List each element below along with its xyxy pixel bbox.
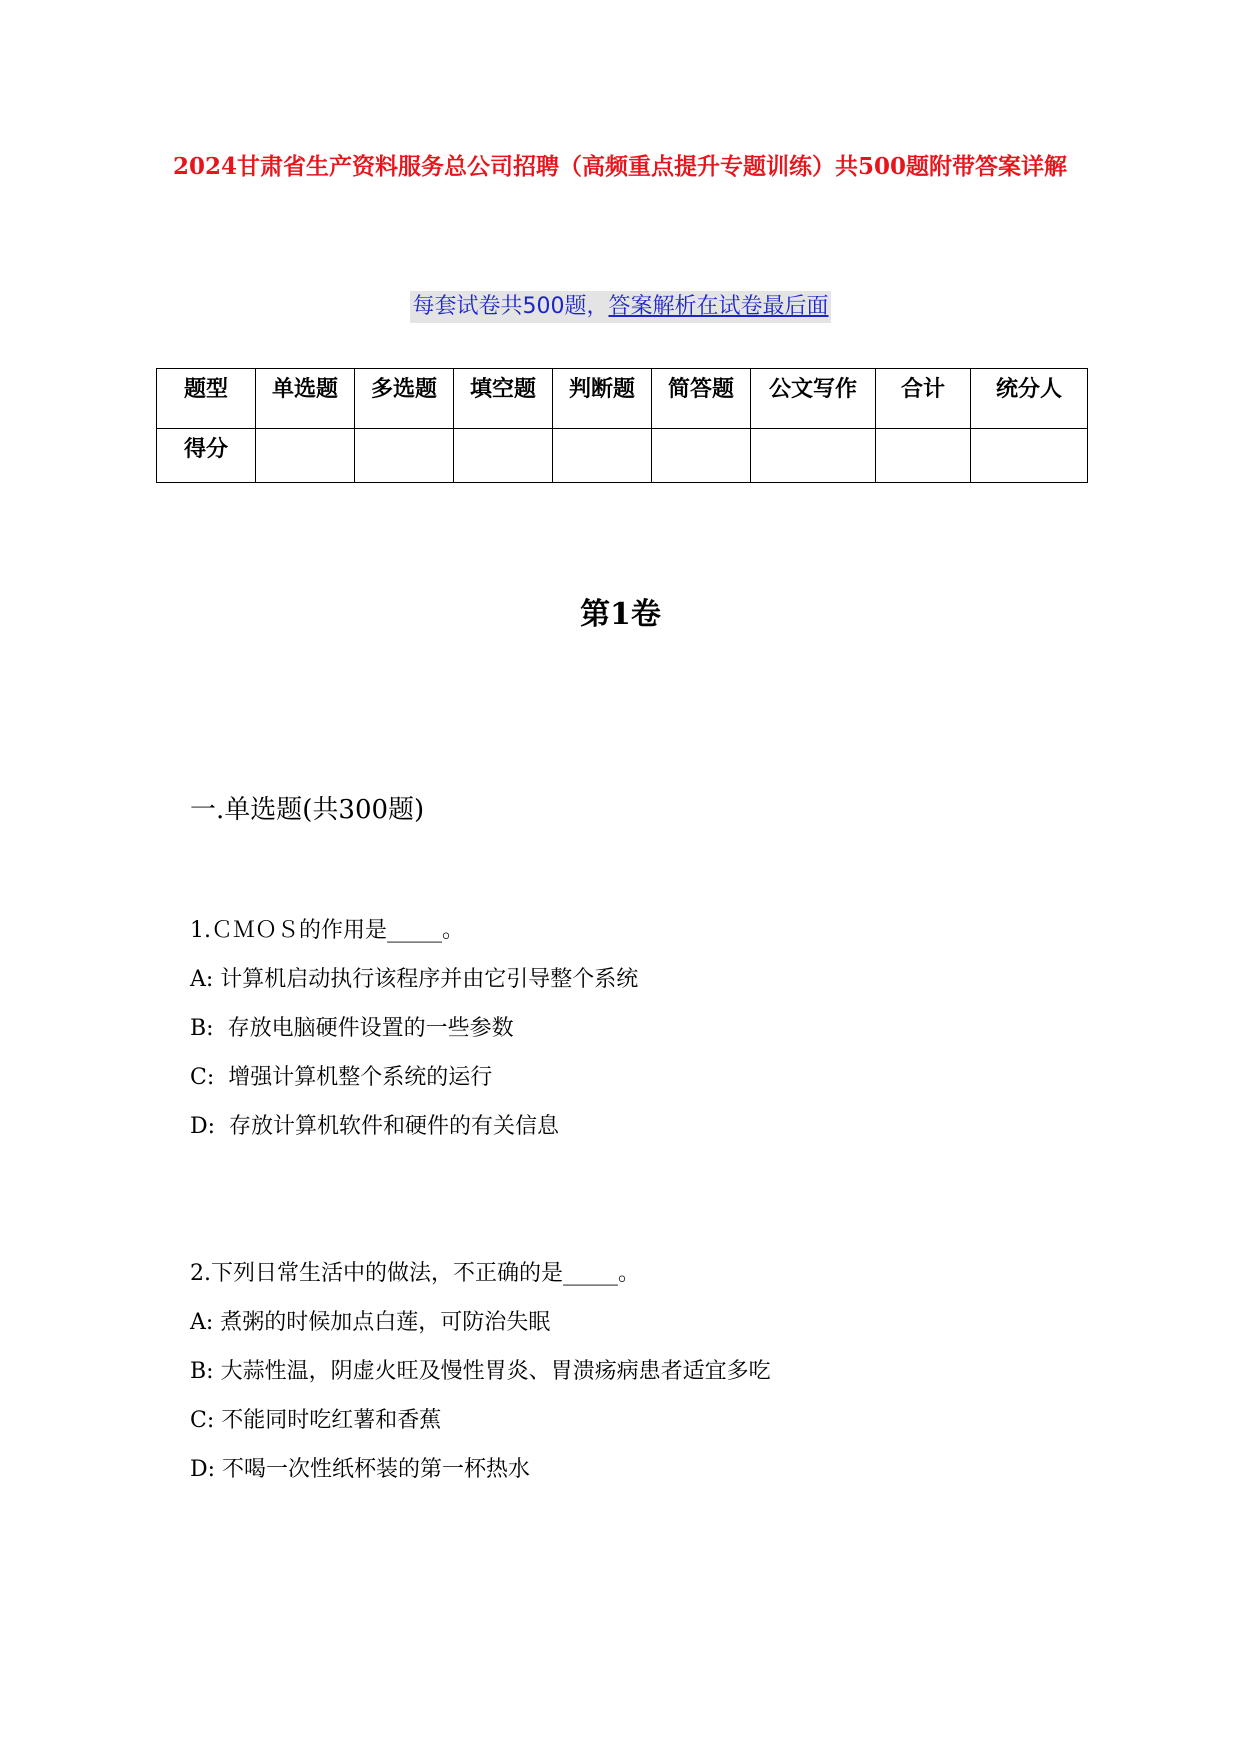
notice-text-part2: 答案解析在试卷最后面: [608, 294, 829, 319]
score-row-label: 得分: [157, 429, 256, 483]
volume-title: 第1卷: [580, 597, 661, 632]
question-1-option-d: D: 存放计算机软件和硬件的有关信息: [190, 1114, 560, 1139]
notice-highlight: [410, 291, 830, 323]
score-cell: [355, 429, 454, 483]
question-1-option-b: B: 存放电脑硬件设置的一些参数: [190, 1016, 514, 1041]
question-1-option-c: C: 增强计算机整个系统的运行: [190, 1065, 493, 1090]
score-cell: [256, 429, 355, 483]
score-table-score-row: [157, 429, 1088, 483]
score-table: [156, 368, 1088, 483]
header-cell-multi: 多选题: [355, 369, 454, 429]
score-cell: [652, 429, 751, 483]
header-cell-fill: 填空题: [454, 369, 553, 429]
header-cell-type: 题型: [157, 369, 256, 429]
question-2-option-c: C: 不能同时吃红薯和香蕉: [190, 1408, 442, 1433]
score-cell: [876, 429, 971, 483]
question-2-option-d: D: 不喝一次性纸杯装的第一杯热水: [190, 1457, 531, 1482]
question-2-stem: 2.下列日常生活中的做法，不正确的是_____。: [190, 1261, 640, 1286]
question-2-option-a: A: 煮粥的时候加点白莲，可防治失眠: [190, 1310, 551, 1335]
notice-line: [0, 291, 1241, 323]
header-cell-total: 合计: [876, 369, 971, 429]
question-2-option-b: B: 大蒜性温，阴虚火旺及慢性胃炎、胃溃疡病患者适宜多吃: [190, 1359, 771, 1384]
score-table-header-row: [157, 369, 1088, 429]
header-cell-judge: 判断题: [553, 369, 652, 429]
document-title: 2024甘肃省生产资料服务总公司招聘（高频重点提升专题训练）共500题附带答案详解: [172, 153, 1068, 180]
header-cell-writing: 公文写作: [751, 369, 876, 429]
question-1-stem: 1.ＣＭＯＳ的作用是_____。: [190, 918, 464, 943]
score-cell: [553, 429, 652, 483]
notice-text-part1: 每套试卷共500题，: [412, 294, 609, 319]
score-cell: [751, 429, 876, 483]
question-1-option-a: A: 计算机启动执行该程序并由它引导整个系统: [190, 967, 639, 992]
score-cell: [454, 429, 553, 483]
header-cell-single: 单选题: [256, 369, 355, 429]
score-cell: [971, 429, 1088, 483]
header-cell-short: 简答题: [652, 369, 751, 429]
header-cell-scorer: 统分人: [971, 369, 1088, 429]
section-title: 一.单选题(共300题): [190, 795, 425, 825]
